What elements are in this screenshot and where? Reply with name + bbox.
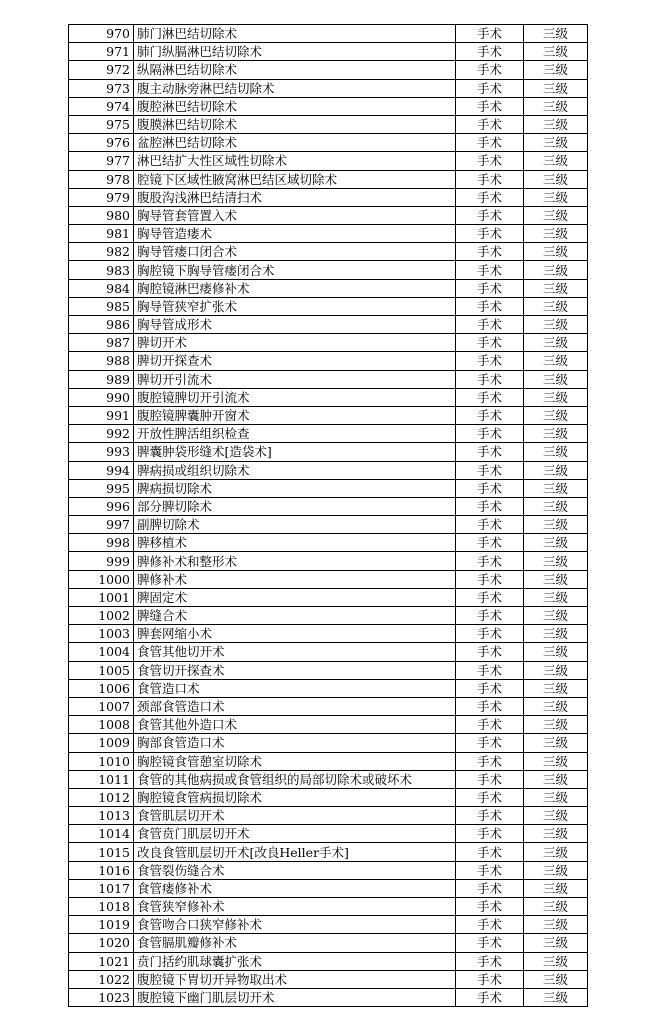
procedure-type: 手术 xyxy=(456,952,524,970)
row-number: 1020 xyxy=(69,934,134,952)
procedure-level: 三级 xyxy=(524,479,588,497)
procedure-type: 手术 xyxy=(456,570,524,588)
row-number: 978 xyxy=(69,170,134,188)
table-row xyxy=(69,43,588,61)
row-number: 1019 xyxy=(69,916,134,934)
row-number: 1007 xyxy=(69,697,134,715)
procedure-type: 手术 xyxy=(456,243,524,261)
procedure-level: 三级 xyxy=(524,752,588,770)
table-row xyxy=(69,516,588,534)
row-number: 981 xyxy=(69,225,134,243)
table-row xyxy=(69,134,588,152)
procedure-type: 手术 xyxy=(456,388,524,406)
table-row xyxy=(69,752,588,770)
table-row xyxy=(69,279,588,297)
row-number: 990 xyxy=(69,388,134,406)
procedure-type: 手术 xyxy=(456,534,524,552)
procedure-level: 三级 xyxy=(524,461,588,479)
procedure-type: 手术 xyxy=(456,188,524,206)
procedure-name: 食管裂伤缝合术 xyxy=(134,861,456,879)
row-number: 1008 xyxy=(69,716,134,734)
procedure-type: 手术 xyxy=(456,661,524,679)
row-number: 973 xyxy=(69,79,134,97)
row-number: 1003 xyxy=(69,625,134,643)
row-number: 975 xyxy=(69,115,134,133)
procedure-level: 三级 xyxy=(524,243,588,261)
procedure-level: 三级 xyxy=(524,643,588,661)
table-row xyxy=(69,734,588,752)
procedure-name: 胸腔镜淋巴瘘修补术 xyxy=(134,279,456,297)
procedure-level: 三级 xyxy=(524,988,588,1006)
procedure-name: 脾修补术 xyxy=(134,570,456,588)
procedure-type: 手术 xyxy=(456,43,524,61)
row-number: 1022 xyxy=(69,970,134,988)
table-row xyxy=(69,952,588,970)
row-number: 992 xyxy=(69,425,134,443)
row-number: 982 xyxy=(69,243,134,261)
procedure-type: 手术 xyxy=(456,770,524,788)
procedure-name: 食管膈肌瓣修补术 xyxy=(134,934,456,952)
table-row xyxy=(69,970,588,988)
procedure-name: 腹主动脉旁淋巴结切除术 xyxy=(134,79,456,97)
table-row xyxy=(69,97,588,115)
procedure-level: 三级 xyxy=(524,534,588,552)
table-row xyxy=(69,443,588,461)
procedure-level: 三级 xyxy=(524,370,588,388)
procedure-level: 三级 xyxy=(524,934,588,952)
procedure-type: 手术 xyxy=(456,788,524,806)
table-row xyxy=(69,370,588,388)
procedure-level: 三级 xyxy=(524,861,588,879)
procedure-name: 胸部食管造口术 xyxy=(134,734,456,752)
table-row xyxy=(69,843,588,861)
procedure-name: 胸导管狭窄扩张术 xyxy=(134,297,456,315)
procedure-type: 手术 xyxy=(456,79,524,97)
procedure-name: 脾固定术 xyxy=(134,588,456,606)
row-number: 991 xyxy=(69,406,134,424)
table-row xyxy=(69,570,588,588)
procedure-name: 腔镜下区域性腋窝淋巴结区域切除术 xyxy=(134,170,456,188)
table-row xyxy=(69,170,588,188)
procedure-type: 手术 xyxy=(456,97,524,115)
procedure-name: 脾修补术和整形术 xyxy=(134,552,456,570)
procedure-level: 三级 xyxy=(524,334,588,352)
row-number: 999 xyxy=(69,552,134,570)
procedure-name: 开放性脾活组织检查 xyxy=(134,425,456,443)
procedure-name: 淋巴结扩大性区域性切除术 xyxy=(134,152,456,170)
procedure-name: 腹腔镜脾切开引流术 xyxy=(134,388,456,406)
procedure-level: 三级 xyxy=(524,661,588,679)
procedure-type: 手术 xyxy=(456,861,524,879)
row-number: 972 xyxy=(69,61,134,79)
table-row xyxy=(69,697,588,715)
procedure-type: 手术 xyxy=(456,279,524,297)
table-row xyxy=(69,188,588,206)
procedure-name: 胸导管瘘口闭合术 xyxy=(134,243,456,261)
procedure-name: 肺门淋巴结切除术 xyxy=(134,25,456,43)
procedure-level: 三级 xyxy=(524,388,588,406)
row-number: 1002 xyxy=(69,607,134,625)
row-number: 1000 xyxy=(69,570,134,588)
row-number: 1014 xyxy=(69,825,134,843)
procedure-level: 三级 xyxy=(524,625,588,643)
table-row xyxy=(69,479,588,497)
procedure-name: 脾移植术 xyxy=(134,534,456,552)
procedure-name: 脾切开引流术 xyxy=(134,370,456,388)
procedure-name: 纵隔淋巴结切除术 xyxy=(134,61,456,79)
procedure-name: 脾切开探查术 xyxy=(134,352,456,370)
procedure-level: 三级 xyxy=(524,188,588,206)
table-row xyxy=(69,206,588,224)
procedure-name: 部分脾切除术 xyxy=(134,497,456,515)
table-row xyxy=(69,352,588,370)
table-row xyxy=(69,898,588,916)
procedure-level: 三级 xyxy=(524,843,588,861)
row-number: 1016 xyxy=(69,861,134,879)
row-number: 993 xyxy=(69,443,134,461)
procedure-name: 胸导管套管置入术 xyxy=(134,206,456,224)
procedure-name: 胸导管造瘘术 xyxy=(134,225,456,243)
row-number: 1023 xyxy=(69,988,134,1006)
row-number: 1011 xyxy=(69,770,134,788)
procedure-name: 脾套网缩小术 xyxy=(134,625,456,643)
procedure-type: 手术 xyxy=(456,552,524,570)
row-number: 984 xyxy=(69,279,134,297)
table-row xyxy=(69,25,588,43)
procedure-type: 手术 xyxy=(456,916,524,934)
procedure-type: 手术 xyxy=(456,807,524,825)
procedure-level: 三级 xyxy=(524,79,588,97)
table-row xyxy=(69,988,588,1006)
table-row xyxy=(69,406,588,424)
row-number: 974 xyxy=(69,97,134,115)
procedure-level: 三级 xyxy=(524,406,588,424)
table-row xyxy=(69,388,588,406)
procedure-level: 三级 xyxy=(524,570,588,588)
table-row xyxy=(69,679,588,697)
procedure-type: 手术 xyxy=(456,752,524,770)
procedure-level: 三级 xyxy=(524,497,588,515)
procedure-level: 三级 xyxy=(524,134,588,152)
row-number: 995 xyxy=(69,479,134,497)
procedure-table-body xyxy=(69,25,588,1007)
procedure-level: 三级 xyxy=(524,225,588,243)
row-number: 1001 xyxy=(69,588,134,606)
procedure-type: 手术 xyxy=(456,898,524,916)
procedure-level: 三级 xyxy=(524,588,588,606)
procedure-name: 脾切开术 xyxy=(134,334,456,352)
procedure-level: 三级 xyxy=(524,879,588,897)
table-row xyxy=(69,316,588,334)
procedure-name: 颈部食管造口术 xyxy=(134,697,456,715)
procedure-name: 胸导管成形术 xyxy=(134,316,456,334)
row-number: 996 xyxy=(69,497,134,515)
procedure-level: 三级 xyxy=(524,115,588,133)
procedure-type: 手术 xyxy=(456,261,524,279)
procedure-type: 手术 xyxy=(456,370,524,388)
procedure-name: 肺门纵膈淋巴结切除术 xyxy=(134,43,456,61)
procedure-level: 三级 xyxy=(524,261,588,279)
procedure-level: 三级 xyxy=(524,679,588,697)
procedure-type: 手术 xyxy=(456,170,524,188)
table-row xyxy=(69,607,588,625)
table-row xyxy=(69,552,588,570)
procedure-name: 食管造口术 xyxy=(134,679,456,697)
procedure-level: 三级 xyxy=(524,152,588,170)
table-row xyxy=(69,643,588,661)
procedure-level: 三级 xyxy=(524,697,588,715)
row-number: 1021 xyxy=(69,952,134,970)
procedure-name: 改良食管肌层切开术[改良Heller手术] xyxy=(134,843,456,861)
table-row xyxy=(69,825,588,843)
table-row xyxy=(69,497,588,515)
procedure-name: 腹腔淋巴结切除术 xyxy=(134,97,456,115)
table-row xyxy=(69,861,588,879)
row-number: 1004 xyxy=(69,643,134,661)
table-row xyxy=(69,788,588,806)
procedure-level: 三级 xyxy=(524,206,588,224)
procedure-level: 三级 xyxy=(524,97,588,115)
procedure-type: 手术 xyxy=(456,134,524,152)
row-number: 994 xyxy=(69,461,134,479)
procedure-type: 手术 xyxy=(456,443,524,461)
procedure-type: 手术 xyxy=(456,625,524,643)
table-row xyxy=(69,334,588,352)
procedure-type: 手术 xyxy=(456,934,524,952)
procedure-level: 三级 xyxy=(524,734,588,752)
row-number: 1005 xyxy=(69,661,134,679)
procedure-level: 三级 xyxy=(524,825,588,843)
procedure-type: 手术 xyxy=(456,970,524,988)
table-row xyxy=(69,225,588,243)
procedure-type: 手术 xyxy=(456,879,524,897)
row-number: 977 xyxy=(69,152,134,170)
procedure-type: 手术 xyxy=(456,115,524,133)
row-number: 988 xyxy=(69,352,134,370)
procedure-level: 三级 xyxy=(524,297,588,315)
table-row xyxy=(69,425,588,443)
procedure-level: 三级 xyxy=(524,425,588,443)
table-row xyxy=(69,625,588,643)
procedure-level: 三级 xyxy=(524,952,588,970)
procedure-type: 手术 xyxy=(456,352,524,370)
procedure-type: 手术 xyxy=(456,697,524,715)
procedure-type: 手术 xyxy=(456,297,524,315)
procedure-name: 食管其他外造口术 xyxy=(134,716,456,734)
table-row xyxy=(69,461,588,479)
table-row xyxy=(69,934,588,952)
procedure-name: 副脾切除术 xyxy=(134,516,456,534)
procedure-name: 食管的其他病损或食管组织的局部切除术或破坏术 xyxy=(134,770,456,788)
procedure-name: 食管贲门肌层切开术 xyxy=(134,825,456,843)
procedure-name: 胸腔镜下胸导管瘘闭合术 xyxy=(134,261,456,279)
procedure-level: 三级 xyxy=(524,607,588,625)
procedure-type: 手术 xyxy=(456,406,524,424)
table-row xyxy=(69,115,588,133)
procedure-type: 手术 xyxy=(456,25,524,43)
procedure-name: 胸腔镜食管病损切除术 xyxy=(134,788,456,806)
procedure-type: 手术 xyxy=(456,206,524,224)
row-number: 985 xyxy=(69,297,134,315)
procedure-level: 三级 xyxy=(524,970,588,988)
table-row xyxy=(69,534,588,552)
procedure-type: 手术 xyxy=(456,425,524,443)
table-row xyxy=(69,297,588,315)
row-number: 987 xyxy=(69,334,134,352)
procedure-name: 食管肌层切开术 xyxy=(134,807,456,825)
procedure-name: 脾囊肿袋形缝术[造袋术] xyxy=(134,443,456,461)
table-row xyxy=(69,61,588,79)
procedure-name: 脾病损切除术 xyxy=(134,479,456,497)
row-number: 983 xyxy=(69,261,134,279)
procedure-name: 食管瘘修补术 xyxy=(134,879,456,897)
table-row xyxy=(69,770,588,788)
row-number: 1009 xyxy=(69,734,134,752)
table-row xyxy=(69,879,588,897)
procedure-type: 手术 xyxy=(456,679,524,697)
table-row xyxy=(69,243,588,261)
procedure-type: 手术 xyxy=(456,479,524,497)
row-number: 1017 xyxy=(69,879,134,897)
row-number: 1013 xyxy=(69,807,134,825)
row-number: 1012 xyxy=(69,788,134,806)
procedure-level: 三级 xyxy=(524,170,588,188)
row-number: 997 xyxy=(69,516,134,534)
row-number: 1006 xyxy=(69,679,134,697)
procedure-type: 手术 xyxy=(456,843,524,861)
procedure-type: 手术 xyxy=(456,734,524,752)
procedure-type: 手术 xyxy=(456,643,524,661)
procedure-type: 手术 xyxy=(456,716,524,734)
table-row xyxy=(69,588,588,606)
procedure-name: 盆腔淋巴结切除术 xyxy=(134,134,456,152)
procedure-type: 手术 xyxy=(456,825,524,843)
procedure-type: 手术 xyxy=(456,988,524,1006)
row-number: 1015 xyxy=(69,843,134,861)
row-number: 1010 xyxy=(69,752,134,770)
procedure-type: 手术 xyxy=(456,316,524,334)
procedure-name: 腹腔镜下胃切开异物取出术 xyxy=(134,970,456,988)
row-number: 970 xyxy=(69,25,134,43)
procedure-type: 手术 xyxy=(456,588,524,606)
procedure-level: 三级 xyxy=(524,352,588,370)
procedure-level: 三级 xyxy=(524,61,588,79)
procedure-level: 三级 xyxy=(524,316,588,334)
table-row xyxy=(69,807,588,825)
row-number: 986 xyxy=(69,316,134,334)
row-number: 989 xyxy=(69,370,134,388)
procedure-level: 三级 xyxy=(524,916,588,934)
procedure-name: 食管吻合口狭窄修补术 xyxy=(134,916,456,934)
procedure-type: 手术 xyxy=(456,61,524,79)
row-number: 1018 xyxy=(69,898,134,916)
procedure-name: 脾病损或组织切除术 xyxy=(134,461,456,479)
procedure-name: 腹腔镜下幽门肌层切开术 xyxy=(134,988,456,1006)
row-number: 998 xyxy=(69,534,134,552)
procedure-table xyxy=(68,24,588,1007)
procedure-type: 手术 xyxy=(456,497,524,515)
procedure-name: 贲门括约肌球囊扩张术 xyxy=(134,952,456,970)
procedure-name: 胸腔镜食管憩室切除术 xyxy=(134,752,456,770)
row-number: 979 xyxy=(69,188,134,206)
procedure-level: 三级 xyxy=(524,279,588,297)
table-row xyxy=(69,716,588,734)
procedure-name: 脾缝合术 xyxy=(134,607,456,625)
table-row xyxy=(69,79,588,97)
procedure-level: 三级 xyxy=(524,25,588,43)
procedure-level: 三级 xyxy=(524,788,588,806)
procedure-level: 三级 xyxy=(524,552,588,570)
procedure-level: 三级 xyxy=(524,516,588,534)
procedure-type: 手术 xyxy=(456,152,524,170)
procedure-type: 手术 xyxy=(456,607,524,625)
procedure-name: 腹股沟浅淋巴结清扫术 xyxy=(134,188,456,206)
procedure-level: 三级 xyxy=(524,43,588,61)
procedure-level: 三级 xyxy=(524,898,588,916)
row-number: 980 xyxy=(69,206,134,224)
procedure-type: 手术 xyxy=(456,225,524,243)
procedure-name: 食管其他切开术 xyxy=(134,643,456,661)
table-row xyxy=(69,152,588,170)
procedure-type: 手术 xyxy=(456,334,524,352)
procedure-name: 食管狭窄修补术 xyxy=(134,898,456,916)
procedure-type: 手术 xyxy=(456,461,524,479)
procedure-type: 手术 xyxy=(456,516,524,534)
row-number: 976 xyxy=(69,134,134,152)
procedure-level: 三级 xyxy=(524,716,588,734)
procedure-name: 食管切开探查术 xyxy=(134,661,456,679)
procedure-level: 三级 xyxy=(524,807,588,825)
table-row xyxy=(69,261,588,279)
procedure-level: 三级 xyxy=(524,770,588,788)
table-row xyxy=(69,916,588,934)
procedure-level: 三级 xyxy=(524,443,588,461)
row-number: 971 xyxy=(69,43,134,61)
table-row xyxy=(69,661,588,679)
procedure-name: 腹膜淋巴结切除术 xyxy=(134,115,456,133)
procedure-name: 腹腔镜脾囊肿开窗术 xyxy=(134,406,456,424)
